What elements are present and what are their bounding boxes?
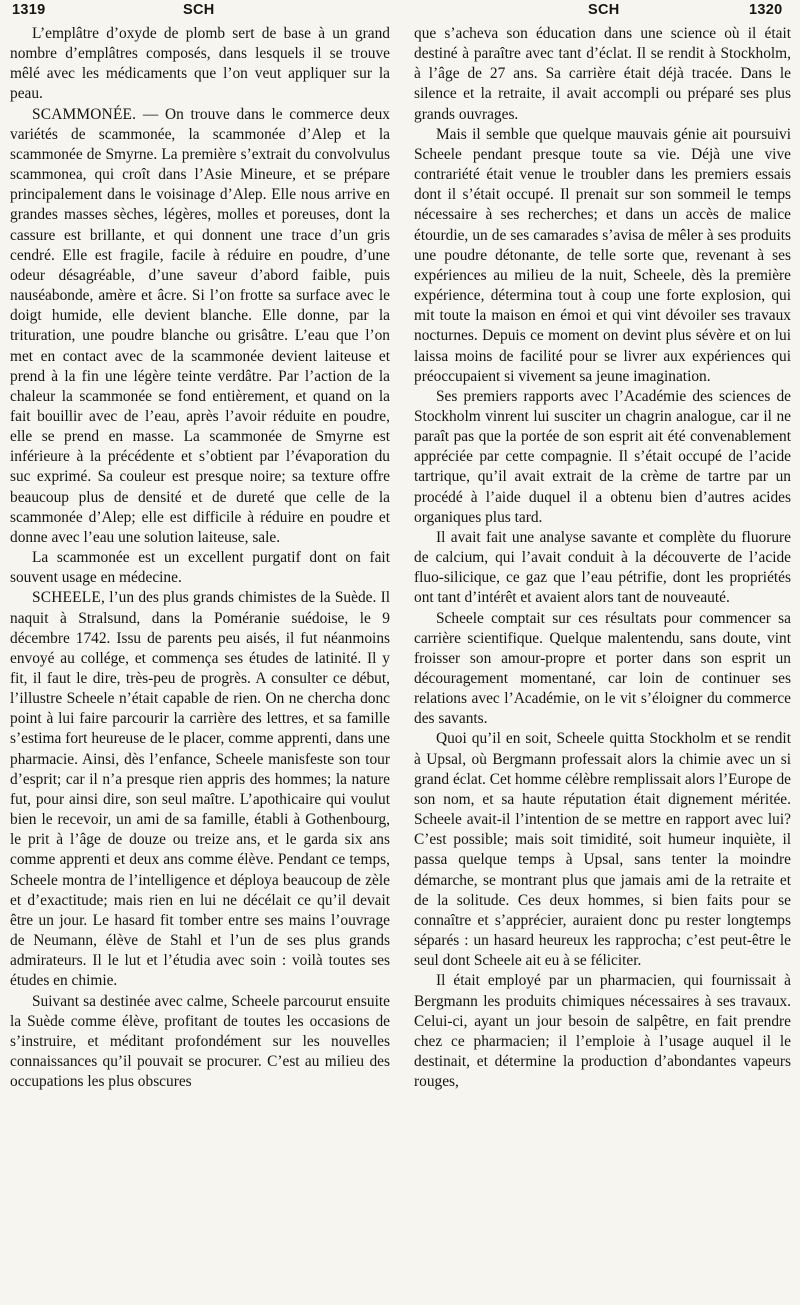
paragraph [10,105,390,548]
paragraph [10,992,390,1093]
entry-headword: SCAMMONÉE. [32,105,137,123]
paragraph-text: l’un des plus grands chimistes de la Suède. Il naquit à Stralsund, dans la Poméranie suédoise, le 9 décembre 1742. Issu de parents peu aisés, il fut néanmoins envoyé au collége, et commença ses études de latinité. Il y fit, il faut le dire, très-peu de progrès. A consulter ce début, l’illustre Scheele n’était capable de rien. On ne chercha donc point à lui faire parcourir la carrière des lettres, et sa famille s’estima fort heureuse de le placer, comme apprenti, dans une pharmacie. Ainsi, dès l’enfance, Scheele manisfeste son tour d’esprit; car il n’a presque rien appris des hommes; la nature fut, pour ainsi dire, son seul maître. L’apothicaire qui voulut bien le recevoir, un ami de sa famille, établi à Gothenbourg, le prit à l’âge de douze ou treize ans, et le garda six ans comme apprenti et deux ans comme élève. Pendant ce temps, Scheele montra de l’intelligence et déploya beaucoup de zèle et d’exactitude; mais rien en lui ne décélait ce qu’il devait être un jour. Le hasard fit tomber entre ses mains l’ouvrage de Neumann, élève de Stahl et l’un de ses plus grands admirateurs. Il le lut et l’étudia avec soin : voilà toutes ses études en chimie. [10,589,390,990]
left-text-column [10,24,390,1300]
paragraph-text: L’emplâtre d’oxyde de plomb sert de base à un grand nombre d’emplâtres composés, dans lesquels il se trouve mêlé avec les médicaments que l’on veut appliquer sur la peau. [10,25,390,103]
paragraph [414,971,791,1092]
paragraph-text: Scheele comptait sur ces résultats pour commencer sa carrière scientifique. Quelque malentendu, sans doute, vint froisser son amour-propre et porter dans son esprit un découragement momentané, car loin de continuer ses relations avec l’Académie, on le vit s’éloigner du commerce des savants. [414,609,791,728]
paragraph [10,548,390,588]
page-number-left: 1319 [12,2,46,18]
paragraph [414,125,791,387]
paragraph-text: que s’acheva son éducation dans une science où il était destiné à paraître avec tant d’éclat. Il se rendit à Stockholm, à l’âge de 27 ans. Sa carrière était déjà tracée. Dans le silence et la retraite, il avait accompli ou préparé ses plus grands ouvrages. [414,25,791,123]
paragraph-text: Suivant sa destinée avec calme, Scheele parcourut ensuite la Suède comme élève, profitant de toutes les occasions de s’instruire, et méditant profondément sur les nouvelles connaissances qu’il pouvait se procurer. C’est au milieu des occupations les plus obscures [10,992,390,1091]
paragraph-text: — On trouve dans le commerce deux variétés de scammonée, la scammonée d’Alep et la scammonée de Smyrne. La première s’extrait du convolvulus scammonea, qui croît dans l’Asie Mineure, et se prépare principalement dans le voisinage d’Alep. Elle nous arrive en grandes masses sèches, légères, molles et poreuses, dont la cassure est brillante, et qui donnent une trace d’un gris cendré. Elle est fragile, facile à réduire en poudre, d’une odeur désagréable, d’une saveur d’abord faible, puis nauséabonde, amère et âcre. Si l’on frotte sa surface avec le doigt humide, elle devient blanche. Elle donne, par la trituration, une poudre blanche ou grisâtre. L’eau que l’on met en contact avec de la scammonée devient laiteuse et prend à la fin une légère teinte verdâtre. Par l’action de la chaleur la scammonée se fond entièrement, et quand on la fait bouillir avec de l’eau, après l’avoir réduite en poudre, elle se prend en masse. La scammonée de Smyrne est inférieure à la précédente et s’obtient par l’évaporation du suc exprimé. Sa couleur est presque noire; sa texture offre beaucoup plus de densité et de dureté que celle de la scammonée d’Alep; elle est difficile à réduire en poudre et donne avec l’eau une solution laiteuse, sale. [10,105,390,546]
running-title-right: SCH [588,2,620,18]
paragraph-text: Ses premiers rapports avec l’Académie des sciences de Stockholm vinrent lui susciter un chagrin analogue, car il ne paraît pas que la portée de son esprit ait été convenablement appréciée par cette compagnie. Il s’était occupé de l’acide tartrique, qu’il avait extrait de la crème de tartre par un procédé à l’aide duquel il a obtenu bien d’autres acides organiques plus tard. [414,387,791,526]
paragraph [10,588,390,991]
paragraph [414,24,791,125]
paragraph [414,729,791,971]
paragraph-text: Mais il semble que quelque mauvais génie ait poursuivi Scheele pendant presque toute sa vie. Déjà une vive contrariété était venue le troubler dans les premiers essais dont il s’était occupé. Il prenait sur son sommeil le temps nécessaire à ses recherches; et dans un accès de malice étourdie, un de ses camarades s’avisa de mêler à ses produits une poudre détonante, de telle sorte que, revenant à ses expériences au milieu de la nuit, Scheele, dès la première expérience, détermina tout à coup une forte explosion, qui mit toute la maison en émoi et qui vint dévoiler ses travaux nocturnes. Depuis ce moment on devint plus sévère et on lui laissa moins de facilité pour se livrer aux expériences qui préoccupaient si vivement sa jeune imagination. [414,125,791,385]
right-text-column [414,24,791,1300]
page-number-right: 1320 [749,2,783,18]
paragraph-text: Il avait fait une analyse savante et complète du fluorure de calcium, qui l’avait conduit à la découverte de l’acide fluo-silicique, ce gaz que l’eau pétrifie, dont les propriétés ont tant d’intérêt et avaient alors tant de nouveauté. [414,528,791,607]
paragraph [414,528,791,609]
paragraph-text: Il était employé par un pharmacien, qui fournissait à Bergmann les produits chimiques nécessaires à ses travaux. Celui-ci, ayant un jour besoin de salpêtre, en fait prendre chez ce pharmacien; il l’emploie à l’usage auquel il le destinait, et détermine la production d’abondantes vapeurs rouges, [414,972,791,1091]
paragraph-text: Quoi qu’il en soit, Scheele quitta Stockholm et se rendit à Upsal, où Bergmann professait alors la chimie avec un si grand éclat. Cet homme célèbre remplissait alors l’Europe de son nom, et sa haute réputation était dignement méritée. Scheele avait-il l’intention de se mettre en rapport avec lui? C’est possible; mais soit timidité, soit humeur inquiète, il passa quelque temps à Upsal, sans tenter la moindre démarche, se montrant plus que jamais ami de la retraite et de la solitude. Ces deux hommes, si bien faits pour se connaître et s’apprécier, auraient donc pu rester longtemps séparés : un hasard heureux les rapprocha; c’est peut-être le seul dont Scheele ait eu à se féliciter. [414,730,791,970]
paragraph-text: La scammonée est un excellent purgatif dont on fait souvent usage en médecine. [10,549,390,587]
running-header [0,2,800,24]
running-title-left: SCH [183,2,215,18]
paragraph [414,387,791,528]
paragraph [414,609,791,730]
paragraph [10,24,390,105]
entry-headword: SCHEELE, [32,589,105,607]
